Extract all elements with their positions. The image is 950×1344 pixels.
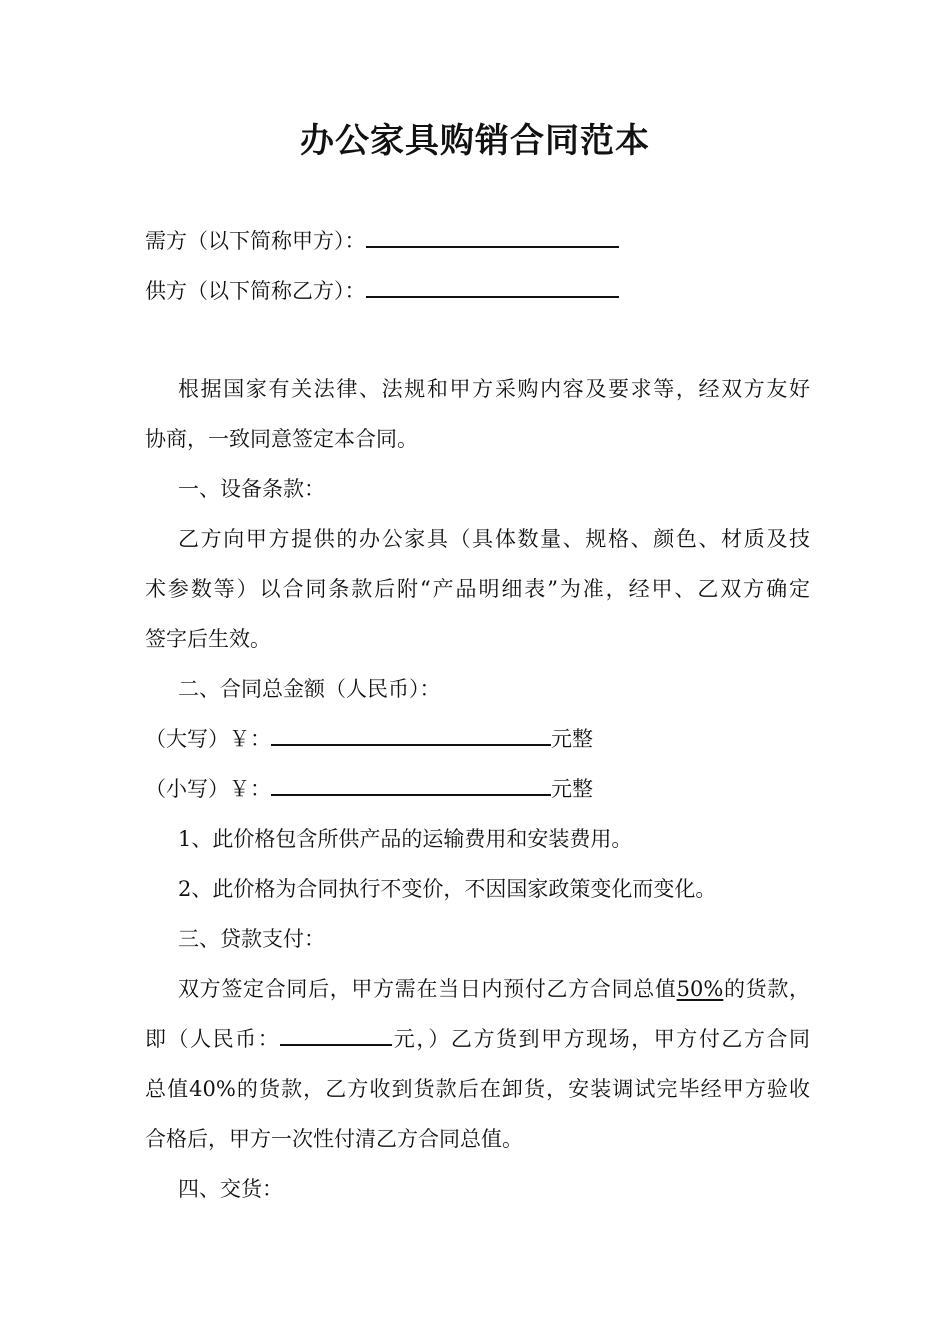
amount-upper-blank <box>271 724 551 746</box>
amount-upper-suffix: 元整 <box>551 727 593 751</box>
buyer-party-line <box>145 226 810 256</box>
amount-lower-line <box>145 774 810 804</box>
intro-line-2: 协商，一致同意签定本合同。 <box>145 427 418 451</box>
section3-line-1 <box>178 974 810 1004</box>
amount-upper-line <box>145 724 810 754</box>
amount-lower-suffix: 元整 <box>551 777 593 801</box>
section1-line-1: 乙方向甲方提供的办公家具（具体数量、规格、颜色、材质及技 <box>178 527 810 551</box>
advance-percentage: 50% <box>676 977 724 1001</box>
buyer-name-blank <box>366 226 619 248</box>
seller-party-line <box>145 276 810 306</box>
section3-line-3: 总值40%的货款，乙方收到货款后在卸货，安装调试完毕经甲方验收 <box>145 1077 810 1101</box>
intro-line-1: 根据国家有关法律、法规和甲方采购内容及要求等，经双方友好 <box>178 377 810 401</box>
advance-amount-blank <box>280 1024 392 1046</box>
section4-heading: 四、交货： <box>178 1177 283 1201</box>
section3-line-2 <box>145 1024 810 1054</box>
section1-line-3: 签字后生效。 <box>145 627 271 651</box>
section2-heading: 二、合同总金额（人民币）： <box>178 677 441 701</box>
section1-line-2: 术参数等）以合同条款后附“产品明细表”为准，经甲、乙双方确定 <box>145 577 810 601</box>
buyer-label: 需方（以下简称甲方）： <box>145 229 366 253</box>
amount-lower-blank <box>271 774 551 796</box>
section3-heading: 三、贷款支付： <box>178 927 325 951</box>
section3-line-1-post: 的货款， <box>723 977 811 1001</box>
section2-item-1: 1、此价格包含所供产品的运输费用和安装费用。 <box>178 827 633 851</box>
amount-upper-label: （大写）￥： <box>145 727 271 751</box>
seller-name-blank <box>366 276 619 298</box>
amount-lower-label: （小写）￥： <box>145 777 271 801</box>
seller-label: 供方（以下简称乙方）： <box>145 279 366 303</box>
section3-line-2-post: 元，）乙方货到甲方现场，甲方付乙方合同 <box>392 1027 811 1051</box>
section3-line-2-pre: 即（人民币： <box>145 1027 281 1051</box>
section2-item-2: 2、此价格为合同执行不变价，不因国家政策变化而变化。 <box>178 877 717 901</box>
document-title: 办公家具购销合同范本 <box>300 121 650 161</box>
section1-heading: 一、设备条款： <box>178 477 325 501</box>
section3-line-1-pre: 双方签定合同后，甲方需在当日内预付乙方合同总值 <box>178 977 677 1001</box>
section3-line-4: 合格后，甲方一次性付清乙方合同总值。 <box>145 1127 523 1151</box>
